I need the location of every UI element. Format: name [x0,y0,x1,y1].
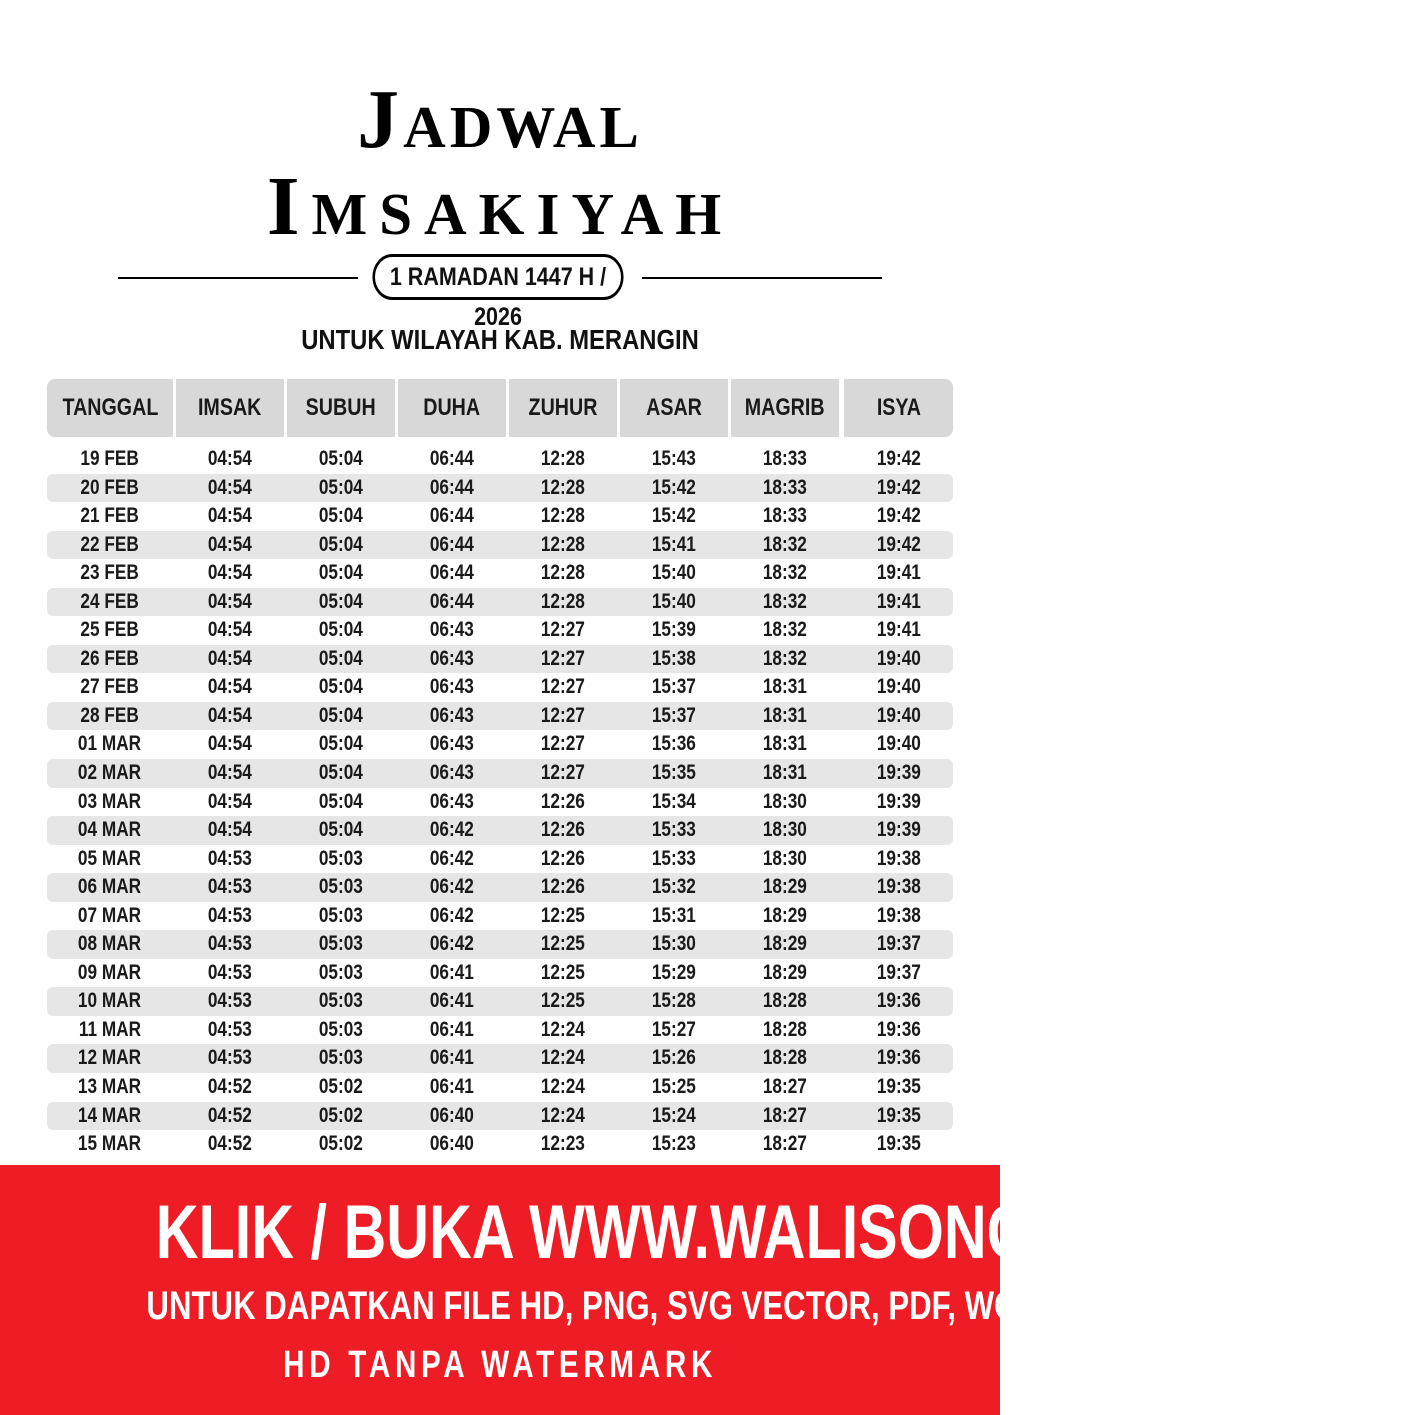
cell-subuh: 05:03 [318,1017,364,1041]
cell-magrib: 18:32 [762,589,808,613]
table-row [47,474,953,503]
table-row [47,1130,953,1159]
page-title-line-2: Imsakiyah [266,160,734,253]
cell-tanggal: 22 FEB [80,532,140,556]
divider-left [118,277,358,279]
cell-zuhur: 12:25 [540,960,586,984]
cell-isya: 19:37 [876,932,921,956]
header-magrib: MAGRIB [731,379,839,437]
cell-zuhur: 12:26 [540,818,586,842]
cell-imsak: 04:54 [207,589,253,613]
cell-duha: 06:43 [429,732,475,756]
cell-zuhur: 12:24 [540,1017,586,1041]
cell-tanggal: 27 FEB [80,675,140,699]
cell-imsak: 04:54 [207,475,253,499]
cell-duha: 06:41 [429,989,475,1013]
cell-duha: 06:40 [429,1103,475,1127]
cell-isya: 19:40 [876,703,921,727]
promo-line-3: HD TANPA WATERMARK [283,1344,717,1386]
cell-zuhur: 12:23 [540,1132,586,1156]
cell-subuh: 05:04 [318,561,364,585]
cell-zuhur: 12:27 [540,646,586,670]
cell-imsak: 04:54 [207,447,253,470]
header-subuh: SUBUH [287,379,395,437]
cell-zuhur: 12:28 [540,447,586,470]
cell-duha: 06:41 [429,960,475,984]
table-row [47,987,953,1016]
cell-asar: 15:41 [651,532,697,556]
table-row [47,845,953,874]
cell-imsak: 04:52 [207,1132,253,1156]
cell-tanggal: 09 MAR [78,960,142,984]
cell-isya: 19:36 [876,1046,921,1070]
cell-imsak: 04:53 [207,903,253,927]
cell-magrib: 18:32 [762,618,808,642]
cell-isya: 19:36 [876,989,921,1013]
cell-tanggal: 13 MAR [78,1075,142,1099]
cell-magrib: 18:29 [762,875,808,899]
cell-isya: 19:40 [876,732,921,756]
header-zuhur: ZUHUR [509,379,617,437]
cell-zuhur: 12:24 [540,1103,586,1127]
cell-zuhur: 12:24 [540,1046,586,1070]
cell-imsak: 04:54 [207,618,253,642]
cell-magrib: 18:29 [762,903,808,927]
cell-magrib: 18:28 [762,989,808,1013]
cell-asar: 15:24 [651,1103,697,1127]
cell-zuhur: 12:26 [540,846,586,870]
cell-magrib: 18:28 [762,1046,808,1070]
cell-imsak: 04:53 [207,1017,253,1041]
cell-imsak: 04:52 [207,1103,253,1127]
table-row [47,531,953,560]
cell-subuh: 05:03 [318,989,364,1013]
cell-imsak: 04:54 [207,561,253,585]
header-isya: ISYA [844,379,953,437]
header-tanggal: TANGGAL [47,379,173,437]
cell-asar: 15:36 [651,732,697,756]
cell-subuh: 05:04 [318,618,364,642]
cell-zuhur: 12:28 [540,475,586,499]
cell-duha: 06:44 [429,475,475,499]
cell-magrib: 18:33 [762,504,808,528]
cell-isya: 19:39 [876,818,921,842]
table-row [47,673,953,702]
cell-subuh: 05:04 [318,475,364,499]
cell-magrib: 18:32 [762,561,808,585]
cell-tanggal: 21 FEB [80,504,140,528]
cell-isya: 19:42 [876,475,921,499]
table-row [47,759,953,788]
cell-magrib: 18:33 [762,447,808,470]
cell-magrib: 18:30 [762,789,808,813]
cell-isya: 19:38 [876,875,921,899]
page-title-line-1: Jadwal [357,73,643,166]
cell-imsak: 04:54 [207,818,253,842]
cell-isya: 19:39 [876,761,921,785]
table-row [47,902,953,931]
cell-magrib: 18:31 [762,732,808,756]
cell-tanggal: 19 FEB [80,447,140,470]
cell-magrib: 18:27 [762,1103,808,1127]
cell-duha: 06:41 [429,1046,475,1070]
table-row [47,588,953,617]
cell-isya: 19:40 [876,675,921,699]
cell-zuhur: 12:28 [540,589,586,613]
cell-asar: 15:38 [651,646,697,670]
cell-imsak: 04:54 [207,675,253,699]
cell-subuh: 05:03 [318,875,364,899]
cell-duha: 06:41 [429,1017,475,1041]
cell-duha: 06:44 [429,504,475,528]
cell-tanggal: 10 MAR [78,989,142,1013]
cell-asar: 15:27 [651,1017,697,1041]
cell-zuhur: 12:27 [540,703,586,727]
cell-duha: 06:42 [429,846,475,870]
cell-duha: 06:44 [429,589,475,613]
table-row [47,1073,953,1102]
cell-imsak: 04:54 [207,789,253,813]
cell-tanggal: 03 MAR [78,789,142,813]
cell-isya: 19:40 [876,646,921,670]
cell-asar: 15:42 [651,504,697,528]
cell-zuhur: 12:24 [540,1075,586,1099]
cell-subuh: 05:02 [318,1075,364,1099]
cell-magrib: 18:32 [762,646,808,670]
cell-asar: 15:23 [651,1132,697,1156]
table-row [47,559,953,588]
cell-subuh: 05:04 [318,789,364,813]
cell-subuh: 05:02 [318,1103,364,1127]
cell-asar: 15:28 [651,989,697,1013]
cell-magrib: 18:33 [762,475,808,499]
cell-tanggal: 24 FEB [80,589,140,613]
cell-magrib: 18:32 [762,532,808,556]
header-imsak: IMSAK [176,379,284,437]
cell-tanggal: 14 MAR [78,1103,142,1127]
cell-subuh: 05:04 [318,732,364,756]
cell-zuhur: 12:28 [540,504,586,528]
cell-zuhur: 12:27 [540,618,586,642]
cell-imsak: 04:54 [207,646,253,670]
cell-isya: 19:42 [876,532,921,556]
cell-tanggal: 25 FEB [80,618,140,642]
cell-imsak: 04:54 [207,761,253,785]
cell-tanggal: 04 MAR [78,818,142,842]
cell-isya: 19:38 [876,903,921,927]
table-row [47,1102,953,1131]
cell-isya: 19:39 [876,789,921,813]
table-row [47,816,953,845]
table-row [47,730,953,759]
cell-isya: 19:42 [876,447,921,470]
cell-tanggal: 11 MAR [78,1017,142,1041]
cell-duha: 06:44 [429,532,475,556]
cell-duha: 06:43 [429,789,475,813]
cell-tanggal: 20 FEB [80,475,140,499]
promo-line-1[interactable]: KLIK / BUKA WWW.WALISONGO.CO.ID [155,1190,1261,1275]
cell-magrib: 18:29 [762,960,808,984]
cell-tanggal: 28 FEB [80,703,140,727]
cell-magrib: 18:27 [762,1075,808,1099]
cell-asar: 15:26 [651,1046,697,1070]
cell-magrib: 18:30 [762,818,808,842]
schedule-table-body [47,445,953,1165]
cell-asar: 15:33 [651,846,697,870]
cell-duha: 06:43 [429,675,475,699]
cell-tanggal: 23 FEB [80,561,140,585]
cell-duha: 06:42 [429,932,475,956]
cell-imsak: 04:53 [207,932,253,956]
cell-isya: 19:41 [876,618,921,642]
cell-subuh: 05:04 [318,589,364,613]
cell-asar: 15:33 [651,818,697,842]
cell-duha: 06:42 [429,875,475,899]
table-row [47,930,953,959]
cell-magrib: 18:29 [762,932,808,956]
cell-tanggal: 02 MAR [78,761,142,785]
table-row [47,1044,953,1073]
cell-imsak: 04:53 [207,846,253,870]
cell-asar: 15:32 [651,875,697,899]
table-row [47,873,953,902]
cell-tanggal: 12 MAR [78,1046,142,1070]
cell-subuh: 05:03 [318,932,364,956]
cell-magrib: 18:31 [762,703,808,727]
cell-imsak: 04:54 [207,532,253,556]
cell-imsak: 04:54 [207,703,253,727]
cell-magrib: 18:31 [762,761,808,785]
cell-duha: 06:42 [429,818,475,842]
cell-subuh: 05:04 [318,447,364,470]
cell-asar: 15:31 [651,903,697,927]
cell-duha: 06:43 [429,646,475,670]
cell-asar: 15:30 [651,932,697,956]
cell-duha: 06:43 [429,703,475,727]
cell-zuhur: 12:25 [540,903,586,927]
cell-zuhur: 12:27 [540,675,586,699]
cell-asar: 15:42 [651,475,697,499]
header-duha: DUHA [398,379,506,437]
cell-imsak: 04:53 [207,989,253,1013]
cell-isya: 19:38 [876,846,921,870]
cell-isya: 19:37 [876,960,921,984]
cell-asar: 15:34 [651,789,697,813]
cell-zuhur: 12:25 [540,932,586,956]
cell-duha: 06:42 [429,903,475,927]
cell-asar: 15:39 [651,618,697,642]
subtitle-badge: 1 RAMADAN 1447 H / 2026 [372,254,623,300]
cell-zuhur: 12:26 [540,875,586,899]
cell-magrib: 18:31 [762,675,808,699]
cell-asar: 15:40 [651,589,697,613]
cell-imsak: 04:54 [207,504,253,528]
cell-asar: 15:40 [651,561,697,585]
cell-subuh: 05:04 [318,675,364,699]
cell-isya: 19:36 [876,1017,921,1041]
region-label: UNTUK WILAYAH KAB. MERANGIN [301,324,699,355]
cell-tanggal: 07 MAR [78,903,142,927]
cell-isya: 19:35 [876,1075,921,1099]
cell-duha: 06:40 [429,1132,475,1156]
cell-duha: 06:44 [429,561,475,585]
cell-isya: 19:35 [876,1103,921,1127]
promo-line-2: UNTUK DAPATKAN FILE HD, PNG, SVG VECTOR, PDF, WORD, EXCEL [146,1284,1185,1328]
table-row [47,959,953,988]
cell-zuhur: 12:27 [540,732,586,756]
cell-subuh: 05:04 [318,818,364,842]
cell-imsak: 04:54 [207,732,253,756]
cell-imsak: 04:53 [207,875,253,899]
cell-tanggal: 01 MAR [78,732,142,756]
table-row [47,788,953,817]
table-header [47,379,953,437]
cell-tanggal: 15 MAR [78,1132,142,1156]
cell-tanggal: 08 MAR [78,932,142,956]
cell-duha: 06:43 [429,761,475,785]
cell-asar: 15:37 [651,703,697,727]
cell-magrib: 18:28 [762,1017,808,1041]
table-row [47,1016,953,1045]
cell-subuh: 05:04 [318,532,364,556]
table-row [47,702,953,731]
cell-asar: 15:37 [651,675,697,699]
cell-tanggal: 26 FEB [80,646,140,670]
cell-zuhur: 12:26 [540,789,586,813]
cell-zuhur: 12:25 [540,989,586,1013]
cell-asar: 15:29 [651,960,697,984]
cell-zuhur: 12:28 [540,532,586,556]
cell-duha: 06:41 [429,1075,475,1099]
cell-isya: 19:35 [876,1132,921,1156]
cell-magrib: 18:30 [762,846,808,870]
cell-isya: 19:41 [876,589,921,613]
cell-isya: 19:42 [876,504,921,528]
cell-subuh: 05:03 [318,960,364,984]
cell-tanggal: 06 MAR [78,875,142,899]
table-row [47,616,953,645]
cell-subuh: 05:04 [318,761,364,785]
table-row [47,502,953,531]
cell-duha: 06:44 [429,447,475,470]
cell-imsak: 04:53 [207,1046,253,1070]
header-asar: ASAR [620,379,728,437]
cell-zuhur: 12:27 [540,761,586,785]
promo-banner[interactable] [0,1165,1261,1415]
cell-asar: 15:35 [651,761,697,785]
table-row [47,645,953,674]
cell-subuh: 05:04 [318,703,364,727]
cell-isya: 19:41 [876,561,921,585]
cell-imsak: 04:52 [207,1075,253,1099]
cell-magrib: 18:27 [762,1132,808,1156]
cell-subuh: 05:03 [318,903,364,927]
cell-asar: 15:43 [651,447,697,470]
cell-subuh: 05:03 [318,1046,364,1070]
cell-duha: 06:43 [429,618,475,642]
table-row [47,445,953,474]
cell-tanggal: 05 MAR [78,846,142,870]
cell-subuh: 05:03 [318,846,364,870]
cell-zuhur: 12:28 [540,561,586,585]
cell-asar: 15:25 [651,1075,697,1099]
cell-imsak: 04:53 [207,960,253,984]
cell-subuh: 05:04 [318,504,364,528]
cell-subuh: 05:02 [318,1132,364,1156]
divider-right [642,277,882,279]
cell-subuh: 05:04 [318,646,364,670]
